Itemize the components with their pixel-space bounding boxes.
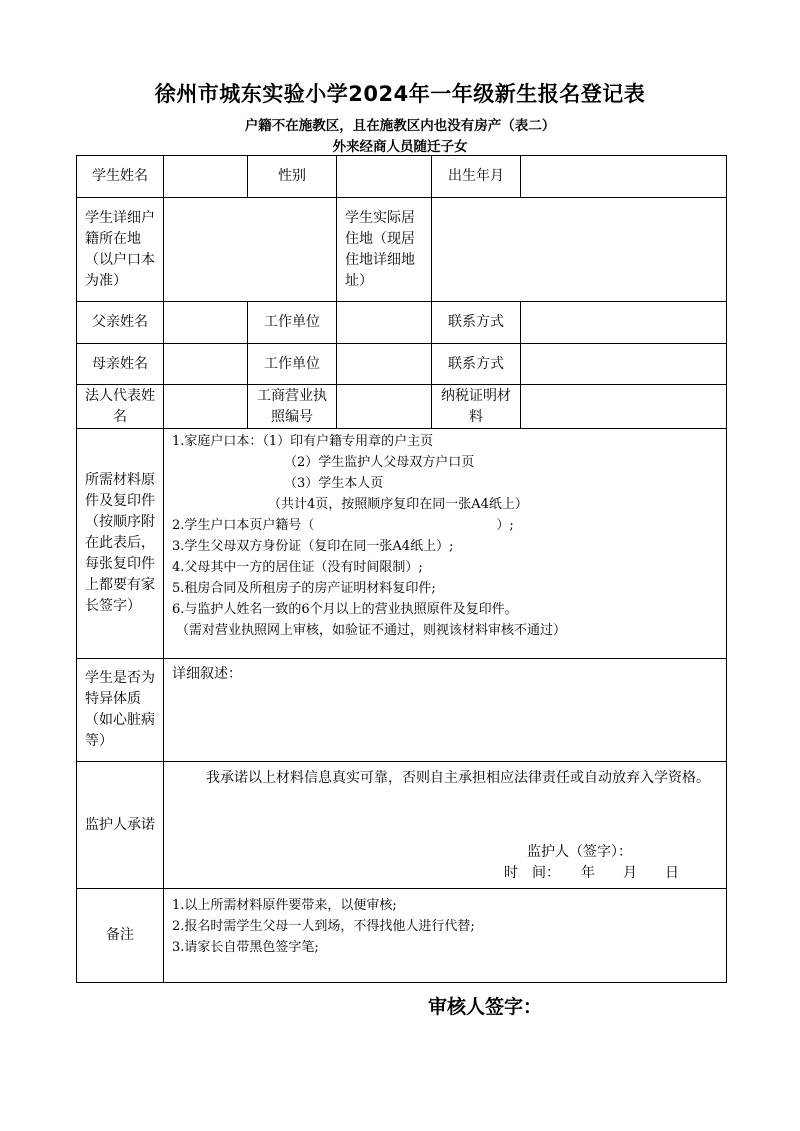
label-father-name: 父亲姓名 <box>77 302 164 344</box>
materials-item: 4.父母其中一方的居住证（没有时间限制）; <box>172 560 423 575</box>
row-father <box>77 302 727 344</box>
label-mother-name: 母亲姓名 <box>77 344 164 385</box>
row-special-health <box>77 659 727 762</box>
remark-item: 3.请家长自带黑色签字笔; <box>172 940 319 955</box>
gender-field[interactable] <box>337 156 432 198</box>
actual-address-field[interactable] <box>432 198 727 302</box>
label-gender: 性别 <box>248 156 337 198</box>
label-remarks: 备注 <box>77 889 164 983</box>
father-work-unit-field[interactable] <box>337 302 432 344</box>
label-legal-rep: 法人代表姓名 <box>77 385 164 429</box>
page-title: 徐州市城东实验小学2024年一年级新生报名登记表 <box>154 82 646 106</box>
tax-cert-field[interactable] <box>521 385 727 429</box>
special-health-detail-field[interactable] <box>164 659 727 762</box>
label-materials: 所需材料原件及复印件（按顺序附在此表后，每张复印件上都要有家长签字） <box>77 429 164 659</box>
row-guardian-promise <box>77 762 727 889</box>
registration-form-table <box>76 155 727 983</box>
row-student-basic <box>77 156 727 198</box>
birth-date-field[interactable] <box>521 156 727 198</box>
legal-rep-field[interactable] <box>164 385 248 429</box>
mother-contact-field[interactable] <box>521 344 727 385</box>
label-guardian-promise: 监护人承诺 <box>77 762 164 889</box>
remark-item: 2.报名时需学生父母一人到场，不得找他人进行代替; <box>172 919 475 934</box>
mother-name-field[interactable] <box>164 344 248 385</box>
row-materials <box>77 429 727 659</box>
materials-item: 6.与监护人姓名一致的6个月以上的营业执照原件及复印件。 <box>172 602 518 617</box>
row-remarks <box>77 889 727 983</box>
signature-date-field[interactable]: 时 间： 年 月 日 <box>504 865 679 881</box>
label-huji-address: 学生详细户籍所在地（以户口本为准） <box>77 198 164 302</box>
materials-item: （2）学生监护人父母双方户口页 <box>284 455 475 470</box>
materials-item: （共计4页，按照顺序复印在同一张A4纸上） <box>268 497 528 512</box>
materials-item: 3.学生父母双方身份证（复印在同一张A4纸上）; <box>172 539 454 554</box>
label-mother-work-unit: 工作单位 <box>248 344 337 385</box>
mother-work-unit-field[interactable] <box>337 344 432 385</box>
father-name-field[interactable] <box>164 302 248 344</box>
form-subtitle-type: 外来经商人员随迁子女 <box>332 139 468 155</box>
materials-item: 5.租房合同及所租房子的房产证明材料复印件; <box>172 581 436 596</box>
materials-item: （3）学生本人页 <box>284 476 384 491</box>
materials-item: （需对营业执照网上审核，如验证不通过，则视该材料审核不通过） <box>176 623 567 638</box>
row-addresses <box>77 198 727 302</box>
label-business-license: 工商营业执照编号 <box>248 385 337 429</box>
promise-text: 我承诺以上材料信息真实可靠，否则自主承担相应法律责任或自动放弃入学资格。 <box>206 770 710 786</box>
remark-item: 1.以上所需材料原件要带来，以便审核; <box>172 898 397 913</box>
label-birth-date: 出生年月 <box>432 156 521 198</box>
form-subtitle-category: 户籍不在施教区，且在施教区内也没有房产（表二） <box>244 118 556 134</box>
remarks-list <box>164 889 727 983</box>
materials-list <box>164 429 727 659</box>
huji-address-field[interactable] <box>164 198 337 302</box>
label-mother-contact: 联系方式 <box>432 344 521 385</box>
materials-item: 2.学生户口本页户籍号（ ）; <box>172 518 514 533</box>
guardian-signature-field[interactable]: 监护人（签字）： <box>527 844 632 860</box>
label-father-contact: 联系方式 <box>432 302 521 344</box>
label-father-work-unit: 工作单位 <box>248 302 337 344</box>
row-mother <box>77 344 727 385</box>
father-contact-field[interactable] <box>521 302 727 344</box>
guardian-promise-cell <box>164 762 727 889</box>
student-name-field[interactable] <box>164 156 248 198</box>
label-actual-address: 学生实际居住地（现居住地详细地址） <box>337 198 432 302</box>
auditor-signature-label: 审核人签字： <box>428 996 543 1018</box>
label-student-name: 学生姓名 <box>77 156 164 198</box>
label-tax-cert: 纳税证明材料 <box>432 385 521 429</box>
label-special-health: 学生是否为特异体质（如心脏病等） <box>77 659 164 762</box>
row-business <box>77 385 727 429</box>
materials-item: 1.家庭户口本：（1）印有户籍专用章的户主页 <box>172 434 434 449</box>
detail-label: 详细叙述： <box>172 666 242 682</box>
business-license-field[interactable] <box>337 385 432 429</box>
